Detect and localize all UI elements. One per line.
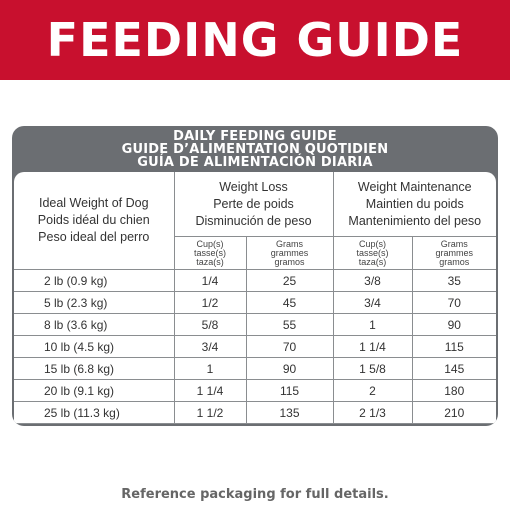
weight-maintenance-header: [333, 172, 496, 237]
weight-cell: 25 lb (11.3 kg): [14, 402, 174, 424]
maint-grams-header-es: gramos: [439, 256, 470, 267]
maint-grams-cell: 35: [412, 270, 496, 292]
maint-cups-cell: 1 5/8: [333, 358, 412, 380]
card-header: [12, 126, 498, 172]
weight-maintenance-header-en: Weight Maintenance: [357, 179, 472, 194]
card-header-french: GUIDE D’ALIMENTATION QUOTIDIEN: [121, 141, 389, 157]
table-row: [14, 314, 496, 336]
maint-cups-cell: 2: [333, 380, 412, 402]
feeding-table-wrapper: [14, 172, 496, 424]
ideal-weight-header-es: Peso ideal del perro: [38, 230, 150, 244]
maint-grams-header-en: Grams: [440, 238, 468, 249]
maint-cups-cell: 1: [333, 314, 412, 336]
loss-grams-header-fr: grammes: [270, 247, 309, 258]
maint-grams-header: [412, 237, 496, 270]
loss-cups-cell: 3/4: [174, 336, 246, 358]
weight-loss-header-en: Weight Loss: [219, 179, 288, 194]
maint-cups-cell: 3/8: [333, 270, 412, 292]
table-row: [14, 336, 496, 358]
maint-grams-cell: 90: [412, 314, 496, 336]
maint-grams-cell: 70: [412, 292, 496, 314]
loss-cups-header-en: Cup(s): [196, 238, 224, 249]
loss-grams-header: [246, 237, 333, 270]
loss-grams-cell: 45: [246, 292, 333, 314]
daily-feeding-guide-card: [12, 126, 498, 426]
loss-cups-header: [174, 237, 246, 270]
loss-grams-cell: 90: [246, 358, 333, 380]
feeding-guide-banner: [0, 0, 510, 80]
weight-cell: 2 lb (0.9 kg): [14, 270, 174, 292]
weight-cell: 10 lb (4.5 kg): [14, 336, 174, 358]
weight-loss-header: [174, 172, 333, 237]
maint-cups-cell: 1 1/4: [333, 336, 412, 358]
maint-cups-header-es: taza(s): [358, 256, 387, 267]
table-row: [14, 380, 496, 402]
loss-cups-header-es: taza(s): [196, 256, 224, 267]
table-row: [14, 270, 496, 292]
loss-grams-cell: 115: [246, 380, 333, 402]
maint-cups-cell: 2 1/3: [333, 402, 412, 424]
ideal-weight-header-fr: Poids idéal du chien: [37, 213, 150, 227]
table-row: [14, 358, 496, 380]
loss-cups-cell: 5/8: [174, 314, 246, 336]
weight-maintenance-header-es: Mantenimiento del peso: [348, 213, 482, 228]
loss-grams-cell: 135: [246, 402, 333, 424]
weight-cell: 8 lb (3.6 kg): [14, 314, 174, 336]
card-header-spanish: GUÍA DE ALIMENTACIÓN DIARIA: [137, 154, 373, 170]
ideal-weight-header: [14, 172, 174, 270]
weight-maintenance-header-fr: Maintien du poids: [365, 196, 464, 211]
card-header-english: DAILY FEEDING GUIDE: [173, 128, 337, 144]
maint-grams-header-fr: grammes: [435, 247, 474, 258]
weight-loss-header-es: Disminución de peso: [195, 213, 312, 228]
loss-cups-cell: 1 1/4: [174, 380, 246, 402]
maint-cups-cell: 3/4: [333, 292, 412, 314]
loss-cups-cell: 1/2: [174, 292, 246, 314]
loss-grams-cell: 55: [246, 314, 333, 336]
maint-grams-cell: 115: [412, 336, 496, 358]
reference-packaging-note: Reference packaging for full details.: [121, 487, 389, 502]
ideal-weight-header-en: Ideal Weight of Dog: [38, 196, 149, 210]
maint-grams-cell: 180: [412, 380, 496, 402]
table-row: [14, 292, 496, 314]
maint-grams-cell: 145: [412, 358, 496, 380]
loss-cups-cell: 1/4: [174, 270, 246, 292]
maint-cups-header-en: Cup(s): [359, 238, 387, 249]
loss-cups-header-fr: tasse(s): [193, 247, 226, 258]
feeding-table: [14, 172, 496, 424]
loss-cups-cell: 1: [174, 358, 246, 380]
loss-grams-header-en: Grams: [276, 238, 303, 249]
table-row: [14, 402, 496, 424]
loss-cups-cell: 1 1/2: [174, 402, 246, 424]
weight-cell: 5 lb (2.3 kg): [14, 292, 174, 314]
maint-grams-cell: 210: [412, 402, 496, 424]
loss-grams-cell: 70: [246, 336, 333, 358]
loss-grams-cell: 25: [246, 270, 333, 292]
maint-cups-header-fr: tasse(s): [356, 247, 389, 258]
maint-cups-header: [333, 237, 412, 270]
banner-title: FEEDING GUIDE: [46, 13, 464, 67]
weight-cell: 15 lb (6.8 kg): [14, 358, 174, 380]
weight-loss-header-fr: Perte de poids: [213, 196, 294, 211]
weight-cell: 20 lb (9.1 kg): [14, 380, 174, 402]
loss-grams-header-es: gramos: [274, 256, 305, 267]
